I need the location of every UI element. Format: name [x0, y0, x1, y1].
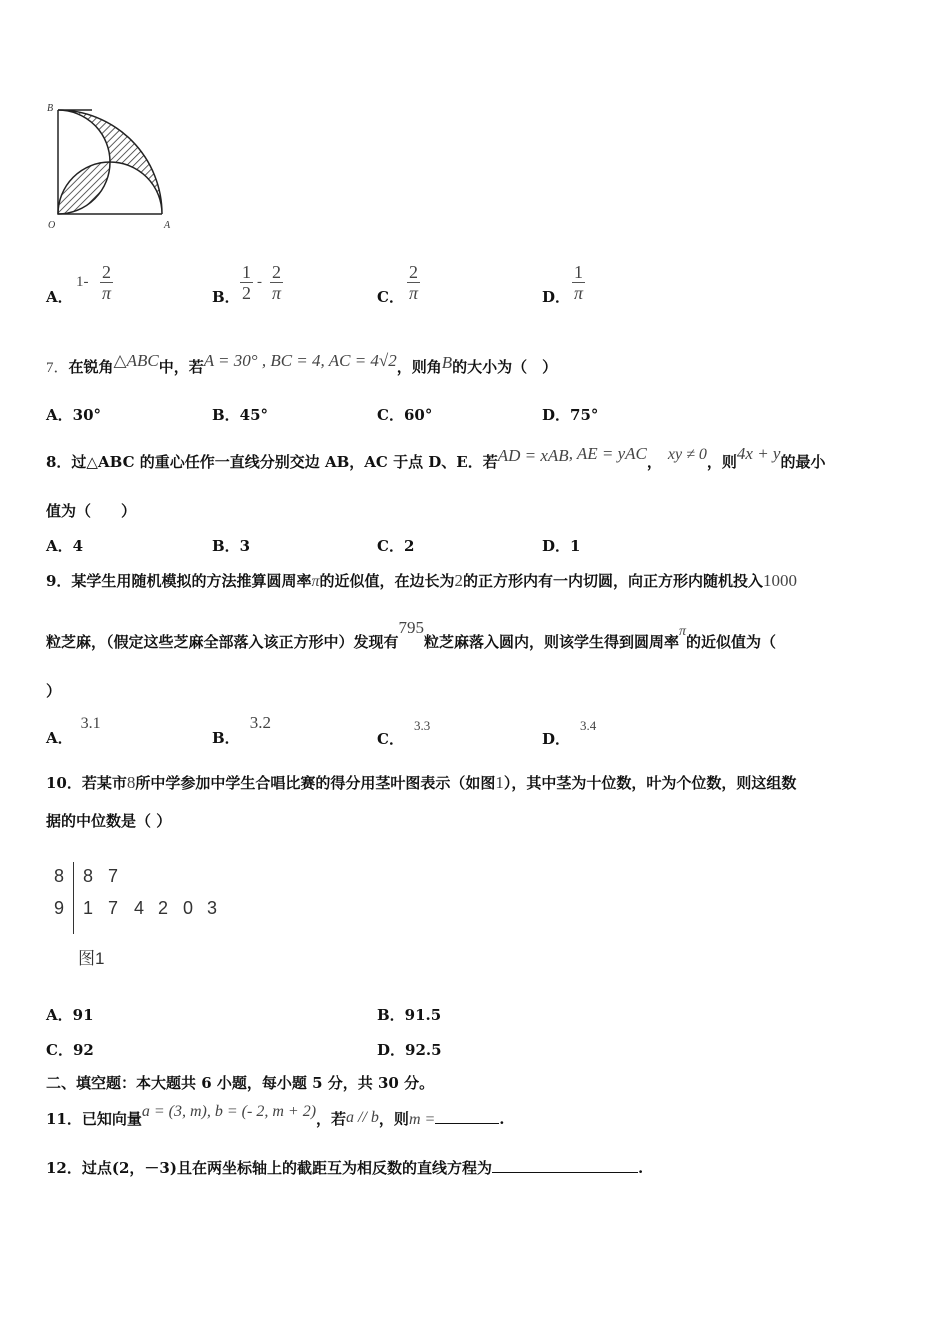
quarter-circle-figure	[40, 96, 190, 236]
option-letter: D．	[542, 288, 571, 306]
q8-cond-xy: xy ≠ 0	[667, 446, 707, 463]
q11-text: 11．已知向量	[46, 1110, 142, 1128]
q7-text: 的大小为（ ）	[452, 358, 558, 376]
stem-8: 8	[54, 866, 65, 886]
q9-count-inside: 795	[398, 618, 425, 637]
q11-vectors: a = (3, m), b = (- 2, m + 2)	[141, 1103, 317, 1120]
stem-divider	[73, 862, 74, 934]
q8-expression: 4x + y	[736, 444, 781, 463]
question-9-line2	[46, 618, 777, 652]
fraction	[407, 262, 420, 303]
q10-text: 10．若某市	[46, 774, 127, 792]
stem-9: 9	[54, 898, 65, 918]
option-value: 3.1	[80, 715, 101, 732]
option-letter: C．	[377, 730, 404, 748]
option-letter: B．	[212, 288, 240, 306]
option-letter: A．	[46, 729, 73, 747]
q9-option-a[interactable]	[46, 712, 101, 747]
numerator: 2	[102, 262, 111, 282]
section-heading: 二、填空题：本大题共 6 小题，每小题 5 分，共 30 分。	[46, 1074, 435, 1092]
q7-option-a[interactable]: A．30°	[46, 406, 102, 424]
q9-option-d[interactable]	[542, 714, 597, 748]
question-8	[46, 444, 826, 472]
numerator: 1	[574, 262, 583, 282]
leaf: 3	[207, 898, 218, 918]
numerator: 2	[272, 262, 281, 282]
q7-text: ，则角	[396, 358, 442, 376]
denominator: π	[408, 283, 419, 303]
denominator: π	[271, 283, 282, 303]
leaf: 8	[83, 866, 94, 886]
q6-option-b[interactable]	[212, 262, 282, 306]
q7-option-b[interactable]: B．45°	[212, 406, 269, 424]
q10-line2: 据的中位数是（ ）	[46, 812, 172, 830]
q9-text: 粒芝麻，（假定这些芝麻全部落入该正方形中）发现有	[46, 633, 399, 651]
q9-text: 9．某学生用随机模拟的方法推算圆周率	[46, 572, 312, 590]
q12-end: .	[637, 1159, 644, 1177]
q9-line3: ）	[46, 682, 62, 700]
minus-sign: -	[257, 274, 262, 290]
question-10-line1	[46, 772, 796, 793]
q9-text: 粒芝麻落入圆内，则该学生得到圆周率	[424, 633, 680, 651]
q7-text: 中，若	[158, 358, 204, 376]
shaded-region-lower	[58, 162, 110, 214]
option-value: 3.3	[413, 718, 431, 733]
option-letter: C．	[377, 288, 404, 306]
fraction	[100, 262, 113, 303]
q8-line2: 值为（ ）	[46, 502, 137, 520]
q11-end: .	[499, 1110, 505, 1128]
q8-text: 8．过△ABC 的重心任作一直线分别交边 AB，AC 于点 D、E．若	[46, 453, 498, 471]
q9-option-c[interactable]	[377, 714, 431, 748]
question-9-line1	[46, 570, 797, 591]
leaf: 0	[183, 898, 194, 918]
option-letter: D．	[542, 730, 571, 748]
figure-caption: 图1	[78, 949, 105, 968]
q10-option-c[interactable]: C．92	[46, 1041, 94, 1059]
denominator: π	[101, 283, 112, 303]
q9-text: 的正方形内有一内切圆，向正方形内随机投入	[462, 572, 763, 590]
fraction	[270, 262, 283, 303]
leaf: 7	[108, 866, 119, 886]
q10-option-b[interactable]: B．91.5	[377, 1006, 442, 1024]
q9-pi: π	[679, 624, 687, 639]
q9-text: 的近似值，在边长为	[319, 572, 455, 590]
q9-text: 的近似值为（	[686, 633, 777, 651]
q6-option-c[interactable]	[377, 262, 419, 306]
q12-text: 12．过点(2，－3)且在两坐标轴上的截距互为相反数的直线方程为	[46, 1159, 492, 1177]
q6-option-d[interactable]	[542, 262, 584, 306]
label-b: B	[47, 103, 54, 114]
q11-parallel: a // b	[346, 1109, 379, 1126]
option-value: 3.4	[580, 718, 597, 733]
q10-option-a[interactable]: A．91	[46, 1006, 94, 1024]
label-o: O	[48, 220, 56, 231]
q10-text: ），其中茎为十位数，叶为个位数，则这组数	[503, 774, 797, 792]
q10-text: 所中学参加中学生合唱比赛的得分用茎叶图表示（如图	[135, 774, 496, 792]
q12-answer-blank[interactable]	[492, 1158, 638, 1173]
fraction	[572, 262, 585, 303]
option-value: 3.2	[249, 713, 271, 732]
question-11	[46, 1103, 505, 1129]
q8-text: ，则	[706, 453, 737, 471]
q7-option-d[interactable]: D．75°	[542, 406, 599, 424]
question-number: 7．	[46, 360, 69, 376]
q8-option-d[interactable]: D．1	[542, 537, 581, 555]
q9-side: 2	[454, 571, 463, 590]
q6-option-a[interactable]	[46, 262, 112, 306]
leaf: 7	[108, 898, 119, 918]
q7-triangle: △ABC	[113, 351, 159, 370]
q11-text: ，若	[316, 1110, 347, 1128]
numerator: 1	[242, 262, 251, 282]
q8-cond-ad: AD = xAB	[497, 446, 569, 465]
option-prefix: 1-	[76, 274, 89, 290]
q7-condition: A = 30° , BC = 4, AC = 4√2	[203, 351, 397, 370]
q9-count-total: 1000	[763, 571, 797, 590]
leaf: 4	[134, 898, 145, 918]
q8-option-c[interactable]: C．2	[377, 537, 415, 555]
label-a: A	[164, 220, 171, 231]
stem-leaf-plot	[50, 862, 250, 972]
q8-option-a[interactable]: A．4	[46, 537, 84, 555]
option-letter: B．	[212, 729, 240, 747]
q10-option-d[interactable]: D．92.5	[377, 1041, 442, 1059]
q11-text: ，则	[378, 1110, 409, 1128]
q8-text: 的最小	[780, 453, 826, 471]
fraction	[240, 262, 253, 303]
q10-count: 8	[126, 773, 136, 792]
denominator: π	[573, 283, 584, 303]
q7-option-c[interactable]: C．60°	[377, 406, 433, 424]
q10-figure-ref: 1	[495, 773, 504, 792]
q7-text: 在锐角	[68, 358, 114, 376]
q11-answer-blank[interactable]	[435, 1109, 499, 1124]
q7-angle: B	[441, 353, 453, 372]
q8-option-b[interactable]: B．3	[212, 537, 251, 555]
numerator: 2	[409, 262, 418, 282]
question-7	[46, 351, 558, 377]
denominator: 2	[242, 283, 251, 303]
leaf: 2	[158, 898, 169, 918]
q8-sep: ，	[646, 453, 662, 471]
q8-cond-ae: , AE = yAC	[568, 444, 647, 463]
q9-pi: π	[311, 573, 320, 590]
question-12	[46, 1157, 643, 1178]
option-letter: A．	[46, 288, 73, 306]
q11-variable: m =	[408, 1111, 436, 1128]
leaf: 1	[83, 898, 94, 918]
q9-option-b[interactable]	[212, 712, 271, 747]
